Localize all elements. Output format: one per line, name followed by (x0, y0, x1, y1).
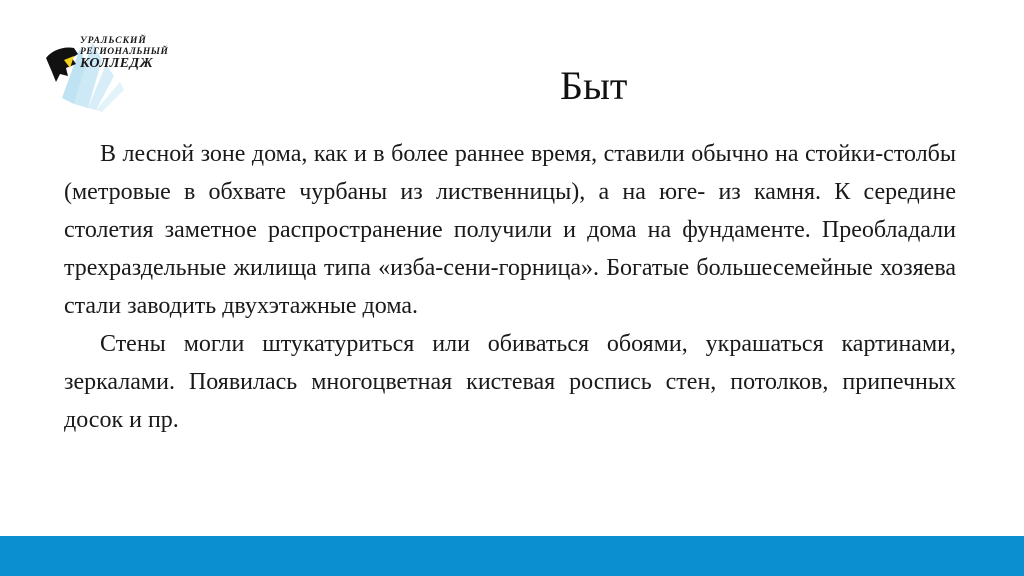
college-logo (44, 24, 169, 114)
logo-text-line1: УРАЛЬСКИЙ (80, 36, 147, 46)
logo-text-line3: КОЛЛЕДЖ (80, 56, 154, 71)
paragraph-2: Стены могли штукатуриться или обиваться обоями, украшаться картинами, зеркалами. Появилась многоцветная кистевая роспись стен, потолков, припечных досок и пр. (64, 331, 956, 433)
slide-body (64, 135, 956, 439)
slide-title: Быт (560, 63, 628, 108)
bottom-accent-bar (0, 536, 1024, 576)
logo-text-line2: РЕГИОНАЛЬНЫЙ (80, 47, 169, 57)
paragraph-1: В лесной зоне дома, как и в более раннее время, ставили обычно на стойки-столбы (метровые в обхвате чурбаны из лиственницы), а на юге- из камня. К середине столетия заметное распространение получили и дома на фундаменте. Преобладали трехраздельные жилища типа «изба-сени-горница». Богатые большесемейные хозяева стали заводить двухэтажные дома. (64, 141, 956, 319)
